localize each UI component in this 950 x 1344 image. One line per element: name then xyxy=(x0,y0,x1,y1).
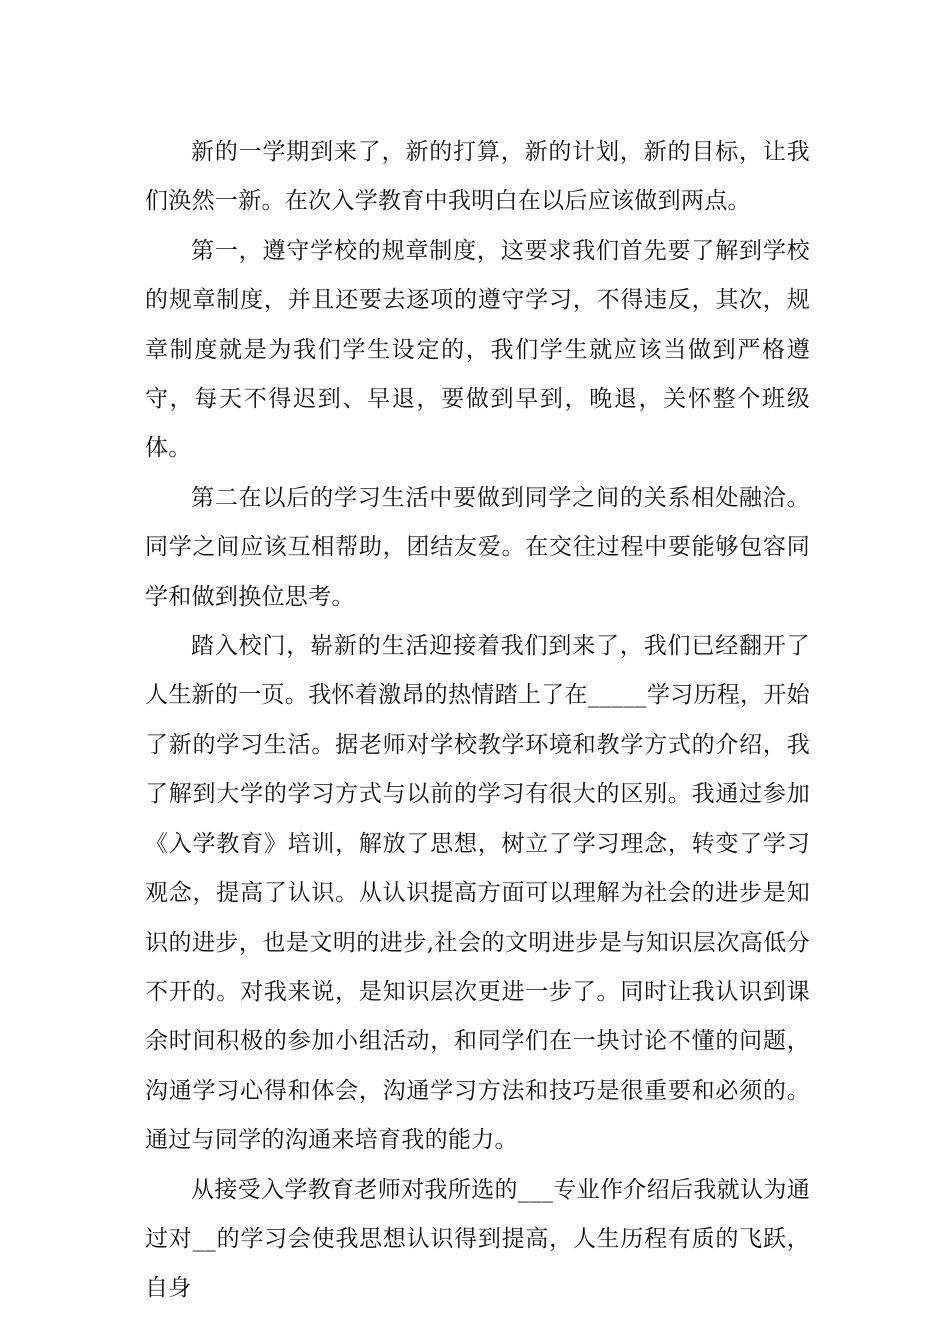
paragraph-5: 从接受入学教育老师对我所选的___专业作介绍后我就认为通过对__的学习会使我思想认识得到提高，人生历程有质的飞跃，自身 xyxy=(145,1176,810,1302)
paragraph-4: 踏入校门，崭新的生活迎接着我们到来了，我们已经翻开了人生新的一页。我怀着激昂的热情踏上了在_____学习历程，开始了新的学习生活。据老师对学校教学环境和教学方式的介绍，我了解到大学的学习方式与以前的学习有很大的区别。我通过参加《入学教育》培训，解放了思想，树立了学习理念，转变了学习观念，提高了认识。从认识提高方面可以理解为社会的进步是知识的进步，也是文明的进步,社会的文明进步是与知识层次高低分不开的。对我来说，是知识层次更进一步了。同时让我认识到课余时间积极的参加小组活动，和同学们在一块讨论不懂的问题，沟通学习心得和体会，沟通学习方法和技巧是很重要和必须的。通过与同学的沟通来培育我的能力。 xyxy=(145,633,810,1154)
paragraph-3: 第二在以后的学习生活中要做到同学之间的关系相处融洽。同学之间应该互相帮助，团结友爱。在交往过程中要能够包容同学和做到换位思考。 xyxy=(145,484,810,610)
document-body xyxy=(145,128,810,1314)
paragraph-2: 第一，遵守学校的规章制度，这要求我们首先要了解到学校的规章制度，并且还要去逐项的遵守学习，不得违反，其次，规章制度就是为我们学生设定的，我们学生就应该当做到严格遵守，每天不得迟到、早退，要做到早到，晚退，关怀整个班级体。 xyxy=(145,237,810,462)
paragraph-1: 新的一学期到来了，新的打算，新的计划，新的目标，让我们涣然一新。在次入学教育中我明白在以后应该做到两点。 xyxy=(145,139,810,215)
